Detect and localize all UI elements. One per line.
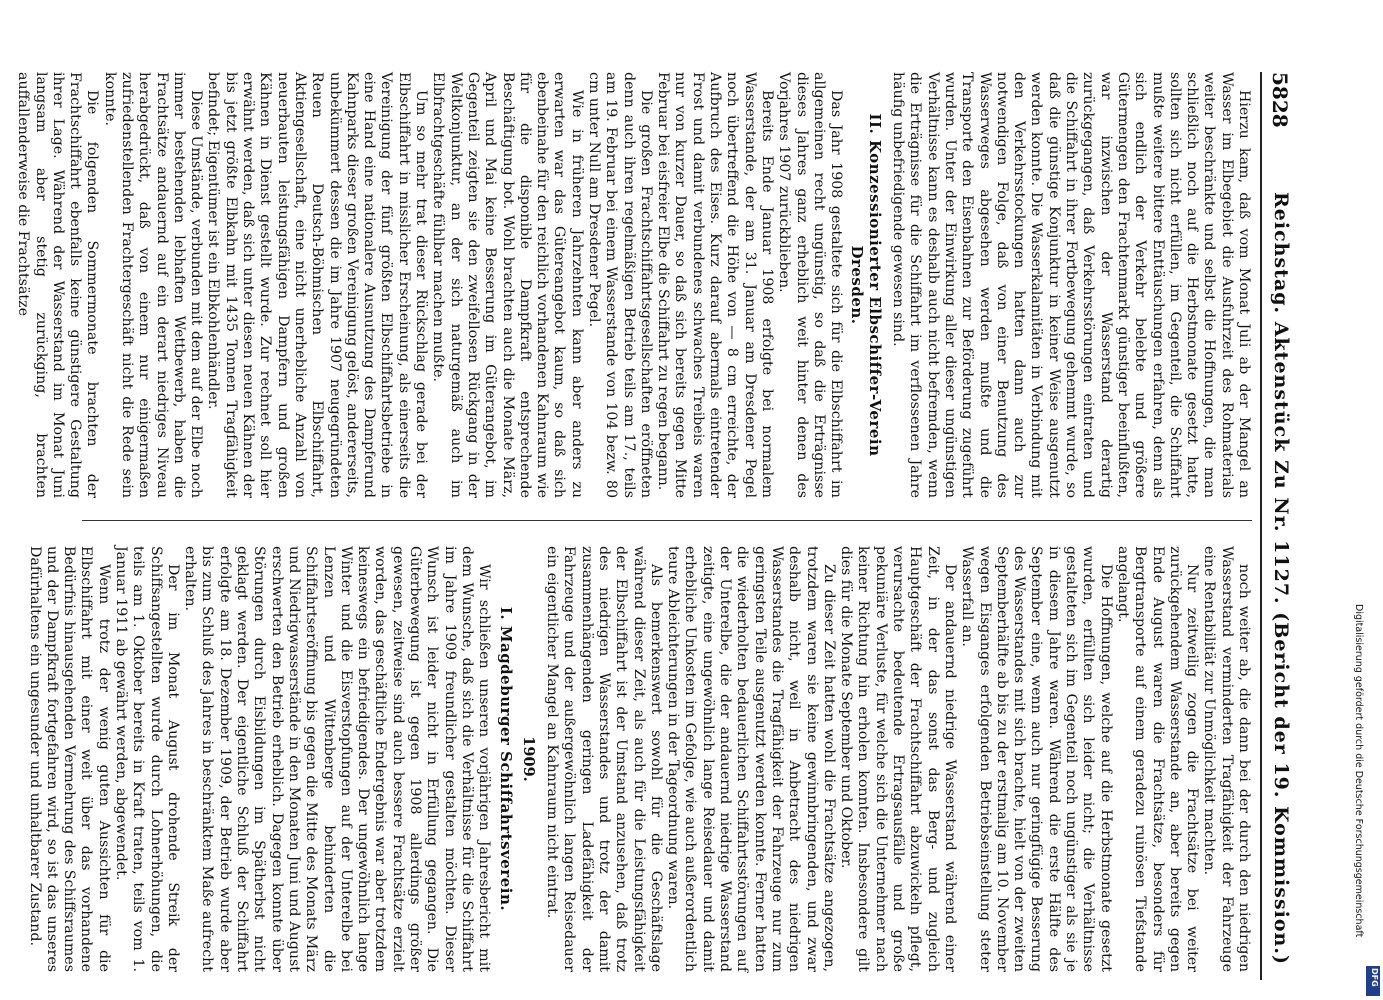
paragraph: noch weiter ab, die dann bei der durch den niedrigen Wasserstand verminderten Tragfähigkeit der Fahrzeuge eine Rentabilität zur Unmöglichkeit machten. <box>1201 546 1252 972</box>
rotated-document <box>15 72 1296 980</box>
paragraph: Wie in früheren Jahrzehnten kann aber anders zu erwarten war das Gütereangebot kaum, so daß sich ebenbeinahe für den reichlich vorhandenen Kahnraum wie für die disponible Dampfkraft entsprechende Beschäftigung bot. Wohl brachten auch die Monate März, April und Mai keine Besserung im Güterangebot, im Gegenteil zeigten sie den zweifellosen Rückgang in der Weltkonjunktur, an der sich naturgemäß auch im Elbfrachtgeschäfte fühlbar machen mußte. <box>430 72 585 498</box>
year-heading: 1909. <box>519 736 537 782</box>
page-title: Reichstag. Aktenstück Zu Nr. 1127. (Bericht der 19. Kommission.) <box>1270 192 1292 965</box>
paragraph: Wenn trotz der wenig guten Aussichten für die Elbschiffahrt mit einer weit über das vorhandene Bedürfnis hinausgehenden Vermehrung des Schiffsraumes und der Dampfkraft fortgefahren wird, so ist das unseres Dafürhaltens ein ungesunder und unhaltbarer Zustand. <box>26 546 112 972</box>
paragraph: Wir schließen unseren vorjährigen Jahresbericht mit dem Wunsche, daß sich die Verhältnisse für die Schiffahrt im Jahre 1909 freundlicher gestalten möchten. Dieser Wunsch ist leider nicht in Erfüllung gegangen. Die Güterbewegung ist gegen 1908 allerdings größer gewesen, zeitweise sind auch bessere Frachtsätze erzielt worden, das geschäftliche Endergebnis war aber trotzdem keineswegs ein befriedigendes. Der ungewöhnlich lange Winter und die Eisverstopfungen auf der Unterelbe bei Lenzen und Wittenberge behinderten die Schiffahrtseröffnung bis gegen die Mitte des Monats März und Niedrigwasserstände in den Monaten Juni und August erschwerten den Betrieb erheblich. Dagegen konnte über Störungen durch Eisbildungen im Spätherbst nicht geklagt werden. Der eigentliche Schluß der Schiffahrt erfolgte am 18. Dezember 1909, der Betrieb wurde aber bis zum Schluß des Jahres in beschränktem Maße aufrecht erhalten. <box>182 546 493 972</box>
page-number: 5828 <box>1268 72 1292 128</box>
paragraph: Das Jahr 1908 gestaltete sich für die Elbschiffahrt im allgemeinen recht ungünstig, so daß die Erträgnisse dieses Jahres ganz erheblich weit hinter denen des Vorjahres 1907 zurückblieben. <box>776 72 845 498</box>
paragraph: Die Hoffnungen, welche auf die Herbstmonate gesetzt wurden, erfüllten sich leider nicht; die Verhältnisse gestalteten sich im Gegenteil noch ungünstiger als sie je in diesem Jahre waren. Während die erste Hälfte des September eine, wenn auch nur geringfügige Besserung des Wasserstandes mit sich brachte, hielt von der zweiten Septemberhälfte ab bis zu der erstmalig am 10. November wegen Eisganges erfolgenden Betriebseinstellung steter Wasserfall an. <box>959 546 1114 972</box>
page-header <box>1260 72 1296 980</box>
paragraph: Um so mehr trat dieser Rückschlag gerade bei der Elbschiffahrt in misslicher Erscheinung, als einerseits die Vereinigung der fünf größten Elbschiffahrtsbetriebe in eine Hand eine nationalere Ausnutzung des Dampferund Kahnparks dieser großen Vereinigung gelöst, andererseits, unbekümmert dessen die im Jahre 1907 neugegründeten Reuen Deutsch-Böhmischen Elbschiffahrt, Aktiengesellschaft, eine nicht unerhebliche Anzahl von neuerbauten leistungsfähigen Dampfern und großen Kähnen in Dienst gestellt wurde. Zur rechnet soll hier erwähnt werden, daß sich unter diesen neuen Kähnen der bis jetzt größte Elbkahn mit 1435 Tonnen Tragfähigkeit befindet; Eigentümer ist ein Elbkohlenhändler. <box>205 72 430 498</box>
paragraph: Als bemerkenswert sowohl für die Geschäftslage während dieser Zeit, als auch für die Leistungsfähigkeit der Elbschiffahrt ist der Umstand anzusehen, daß trotz des niedrigen Wasserstandes und trotz der damit zusammenhängenden geringen Ladefähigkeit der Fahrzeuge und der außergewöhnlich langen Reisedauer ein eigentlicher Mangel an Kahnraum nicht eintrat. <box>544 546 664 972</box>
logo-text: DFG <box>1370 968 1379 987</box>
right-column <box>26 546 1252 972</box>
dfg-logo-icon <box>1366 966 1380 996</box>
paragraph: Nur zeitweilig zogen die Frachtsätze bei weiter zurückgehendem Wasserstande an, aber bereits gegen Ende August waren die Frachtsätze, besonders für Bergtransporte auf einem geradezu ruinösen Tiefstande angelangt. <box>1114 546 1201 972</box>
paragraph: Die großen Frachtschiffahrtsgesellschaften eröffneten denn auch ihren regelmäßigen Betrieb teils am 17., teils am 19. Februar bei einem Wasserstande von 104 bezw. 80 cm unter Null am Dresdener Pegel. <box>586 72 654 498</box>
paragraph: Hierzu kam, daß vom Monat Juli ab der Mangel an Wasser im Elbegebiet die Ausfuhrzeit des Rohmaterials weiter beschränkte und selbst die Hoffnungen, die man schließlich noch auf die Herbstmonate gesetzt hatte, sollten sich nicht erfüllen, im Gegenteil, die Schiffahrt mußte weitere bittere Enttäuschungen erfahren, denn als sich endlich der Verkehr belebte und größere Gütermengen den Frachtenmarkt günstiger beeinflußten, war inzwischen der Wasserstand derartig zurückgegangen, daß Verkehrsstörungen eintraten und die Schiffahrt in ihrer Fortbewegung gehemmt wurde, so daß die günstige Konjunktur in keiner Weise ausgenutzt werden konnte. Die Wasserkalamitäten in Verbindung mit den Verkehrsstockungen hatten dann auch zur notwendigen Folge, daß von einer Benutzung des Wasserweges abgesehen werden mußte und die Transporte den Eisenbahnen zur Beförderung zugeführt wurden. Unter der Einwirkung aller dieser ungünstigen Verhältnisse kann es deshalb auch nicht befremden, wenn die Erträgnisse für die Schiffahrt im verflossenen Jahre häufig unbefriedigende gewesen sind. <box>890 72 1252 498</box>
paragraph: Die folgenden Sommermonate brachten der Frachtschiffahrt ebenfalls keine günstigere Gestaltung ihrer Lage. Während der Wasserstand im Monat Juni langsam aber stetig zurückging, brachten auffallenderweise die Frachtsätze <box>15 72 101 498</box>
paragraph: Der im Monat August drohende Streik der Schiffsangestellten wurde durch Lohnerhöhungen, die teils am 1. Oktober bereits in Kraft traten, teils vom 1. Januar 1911 ab gewährt werden, abgewendet. <box>113 546 181 972</box>
credit-text: Digitalisierung gefördert durch die Deutsche Forschungsgemeinschaft <box>1353 604 1364 938</box>
digitization-credit <box>1340 0 1364 1000</box>
column-divider <box>82 520 1252 521</box>
paragraph: Zu dieser Zeit hatten wohl die Frachtsätze angezogen, trotzdem waren sie keine gewinnbringenden, und zwar deshalb nicht, weil in Anbetracht des niedrigen Wasserstandes die Tragfähigkeit der Fahrzeuge nur zum geringsten Teile ausgenutzt werden konnte. Ferner hatten die wiederholten bedauerlichen Schiffahrtsstörungen auf der Unterelbe, die der andauernd niedrige Wasserstand zeitigte, eine ungewöhnlich lange Reisedauer und damit erhebliche Unkosten im Gefolge, wie auch außerordentlich teure Ableichterungen in der Tageordnung waren. <box>665 546 837 972</box>
section-heading: II. Konzessionierter Elbschiffer-Verein Dresden. <box>848 113 884 457</box>
paragraph: Diese Umstände, verbunden mit dem auf der Elbe noch immer bestehenden lebhaften Wettbewerb, haben die Frachtsätze andauernd auf ein derart niedriges Niveau herabgedrückt, daß von einem nur einigermaßen zufriedenstellenden Frachtergeschäft nicht die Rede sein konnte. <box>101 72 205 498</box>
section-heading: I. Magdeburger Schiffahrtsverein. <box>496 606 515 912</box>
paragraph: Der andauernd niedrige Wasserstand während einer Zeit, in der das sonst das Berg- und zugleich Hauptgeschäft der Frachtschiffahrt abzuwickeln pflegt, verursachte bedeutende Ertragsausfälle und große pekuniäre Verluste, für welche sich die Unternehmer nach keiner Richtung hin erholen konnten. Insbesondere gilt dies für die Monate September und Oktober. <box>838 546 958 972</box>
left-column <box>15 72 1252 498</box>
paragraph: Bereits Ende Januar 1908 erfolgte bei normalem Wasserstande, der am 31. Januar am Dresdener Pegel noch übertreffend die Höhe von — 8 cm erreichte, der Aufbruch des Eises. Kurz darauf abermals eintretender Frost und damit verbundenes schwaches Treibeis waren nur von kurzer Dauer, so daß sich bereits gegen Mitte Februar bei eisfreier Elbe die Schiffahrt zu regen begann. <box>655 72 775 498</box>
